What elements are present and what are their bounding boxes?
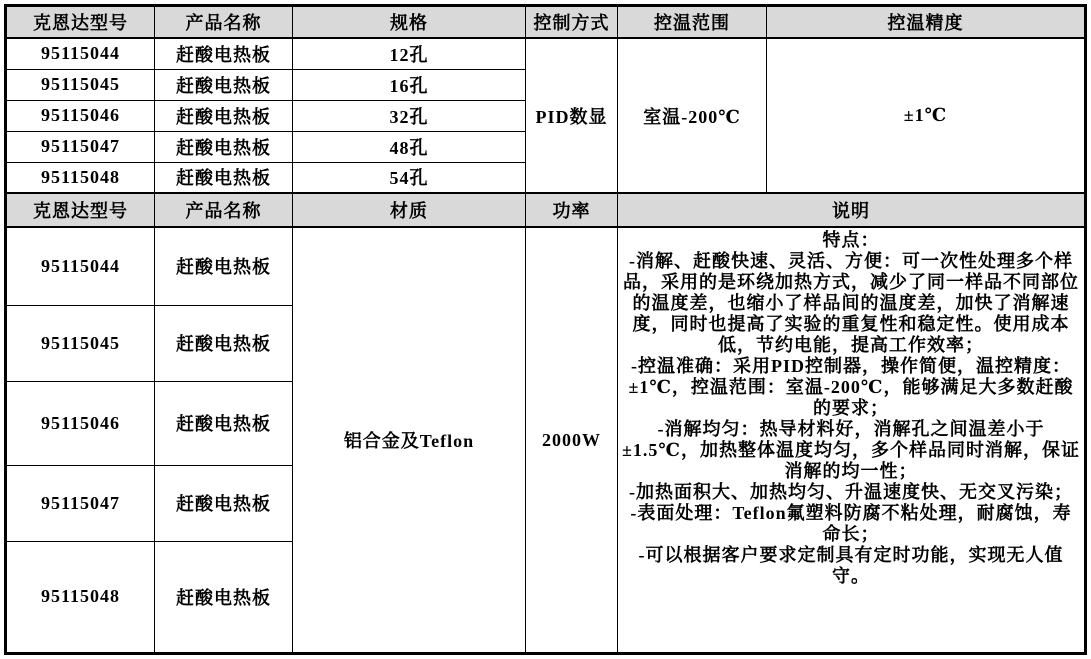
table1-header-range: 控温范围 (618, 6, 767, 39)
spec-table (4, 4, 1087, 655)
table2-row-1 (6, 227, 1086, 305)
spec-cell: 54孔 (293, 162, 526, 193)
table1-header-model: 克恩达型号 (6, 6, 155, 39)
description-cell (618, 227, 1086, 654)
model-cell: 95115044 (6, 227, 155, 305)
description-bullet: -可以根据客户要求定制具有定时功能，实现无人值守。 (638, 545, 1064, 586)
product-name-cell: 赶酸电热板 (155, 541, 293, 654)
model-cell: 95115044 (6, 38, 155, 69)
table2-header-product: 产品名称 (155, 193, 293, 227)
table2-header-material: 材质 (293, 193, 526, 227)
product-name-cell: 赶酸电热板 (155, 305, 293, 381)
spec-cell: 48孔 (293, 131, 526, 162)
power-cell: 2000W (526, 227, 618, 654)
model-cell: 95115047 (6, 131, 155, 162)
product-name-cell: 赶酸电热板 (155, 131, 293, 162)
product-name-cell: 赶酸电热板 (155, 227, 293, 305)
table2-header-description: 说明 (618, 193, 1086, 227)
table1-header-spec: 规格 (293, 6, 526, 39)
description-bullet: -表面处理：Teflon氟塑料防腐不粘处理，耐腐蚀，寿命长； (630, 503, 1072, 544)
product-name-cell: 赶酸电热板 (155, 38, 293, 69)
description-bullet: -消解均匀：热导材料好，消解孔之间温差小于±1.5℃，加热整体温度均匀，多个样品同时消解，保证消解的均一性； (622, 419, 1080, 481)
model-cell: 95115048 (6, 162, 155, 193)
product-name-cell: 赶酸电热板 (155, 162, 293, 193)
table2-header-power: 功率 (526, 193, 618, 227)
product-name-cell: 赶酸电热板 (155, 381, 293, 465)
model-cell: 95115047 (6, 465, 155, 541)
table1-header-row (6, 6, 1086, 39)
product-name-cell: 赶酸电热板 (155, 100, 293, 131)
product-name-cell: 赶酸电热板 (155, 465, 293, 541)
temp-precision-cell: ±1℃ (767, 38, 1086, 193)
description-bullet: -消解、赶酸快速、灵活、方便：可一次性处理多个样品，采用的是环绕加热方式，减少了同一样品不同部位的温度差，也缩小了样品间的温度差，加快了消解速度，同时也提高了实验的重复性和稳定性。使用成本低，节约电能，提高工作效率； (623, 251, 1079, 355)
spec-cell: 16孔 (293, 69, 526, 100)
temp-range-cell: 室温-200℃ (618, 38, 767, 193)
table2-header-row (6, 193, 1086, 227)
product-name-cell: 赶酸电热板 (155, 69, 293, 100)
model-cell: 95115045 (6, 305, 155, 381)
table1-header-product: 产品名称 (155, 6, 293, 39)
description-bullet: -加热面积大、加热均匀、升温速度快、无交叉污染； (629, 482, 1073, 502)
model-cell: 95115048 (6, 541, 155, 654)
table1-row-1 (6, 38, 1086, 69)
model-cell: 95115046 (6, 100, 155, 131)
model-cell: 95115046 (6, 381, 155, 465)
description-title: 特点： (822, 230, 880, 250)
table1-header-precision: 控温精度 (767, 6, 1086, 39)
description-bullet: -控温准确：采用PID控制器，操作简便，温控精度：±1℃，控温范围：室温-200℃，能够满足大多数赶酸的要求； (628, 356, 1074, 418)
control-mode-cell: PID数显 (526, 38, 618, 193)
table1-header-control: 控制方式 (526, 6, 618, 39)
spec-cell: 32孔 (293, 100, 526, 131)
spec-cell: 12孔 (293, 38, 526, 69)
material-cell: 铝合金及Teflon (293, 227, 526, 654)
model-cell: 95115045 (6, 69, 155, 100)
table2-header-model: 克恩达型号 (6, 193, 155, 227)
